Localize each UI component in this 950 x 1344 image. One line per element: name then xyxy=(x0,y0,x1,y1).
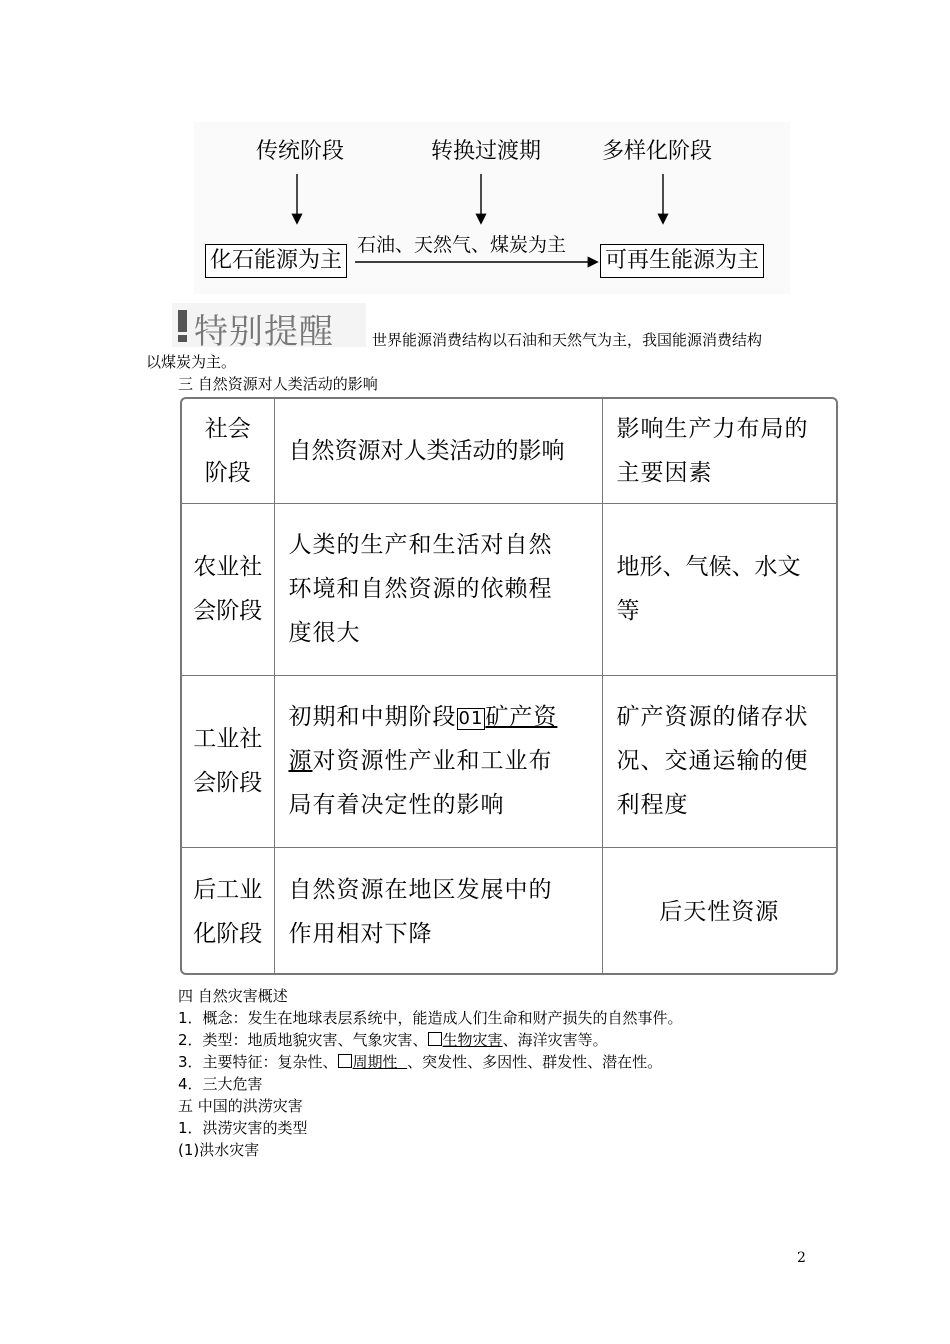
table-cell: 初期和中期阶段 01矿产资 源对资源性产业和工业布 局有着决定性的影响 xyxy=(274,675,602,847)
section5-sub1: (1)洪水灾害 xyxy=(178,1141,260,1159)
energy-structure-diagram xyxy=(194,122,790,294)
stage-transition: 转换过渡期 xyxy=(431,139,542,164)
fill-answer: 生物灾害 xyxy=(442,1031,503,1049)
section5-item1: 1．洪涝灾害的类型 xyxy=(178,1119,308,1137)
section4-item4: 4．三大危害 xyxy=(178,1075,263,1093)
stage-traditional: 传统阶段 xyxy=(256,139,345,164)
table-row xyxy=(182,503,836,675)
table-header-cell: 自然资源对人类活动的影响 xyxy=(274,399,602,503)
section4-item1: 1．概念：发生在地球表层系统中，能造成人们生命和财产损失的自然事件。 xyxy=(178,1009,683,1027)
box-renewable-energy: 可再生能源为主 xyxy=(600,244,764,278)
table-cell: 自然资源在地区发展中的 作用相对下降 xyxy=(274,847,602,975)
box-fossil-energy: 化石能源为主 xyxy=(205,244,347,278)
special-reminder-badge xyxy=(172,303,366,352)
section4-item3: 3．主要特征：复杂性、 周期性 、突发性、多因性、群发性、潜在性。 xyxy=(178,1053,663,1071)
reminder-text-line1: 世界能源消费结构以石油和天然气为主，我国能源消费结构 xyxy=(372,331,763,349)
fill-answer: 源 xyxy=(288,748,313,774)
exclamation-icon xyxy=(178,310,187,332)
table-cell: 后工业 化阶段 xyxy=(182,847,274,975)
blank-box-icon xyxy=(428,1032,442,1046)
table-header-row xyxy=(182,399,836,503)
table-cell: 后天性资源 xyxy=(602,847,836,975)
table-header-cell: 影响生产力布局的 主要因素 xyxy=(602,399,836,503)
reminder-title: 特别提醒 xyxy=(194,312,334,352)
fill-answer: 周期性 xyxy=(352,1053,398,1071)
table-cell: 地形、气候、水文等 xyxy=(602,503,836,675)
table-row xyxy=(182,675,836,847)
page-number: 2 xyxy=(797,1250,806,1266)
section4-heading: 四 自然灾害概述 xyxy=(178,987,288,1005)
resource-impact-table xyxy=(180,397,838,975)
table-cell: 工业社 会阶段 xyxy=(182,675,274,847)
answer-marker: 01 xyxy=(458,708,484,729)
section4-item2: 2．类型：地质地貌灾害、气象灾害、 生物灾害、海洋灾害等。 xyxy=(178,1031,608,1049)
transition-label: 石油、天然气、煤炭为主 xyxy=(357,234,567,256)
blank-box-icon xyxy=(338,1054,352,1068)
fill-answer: 矿产资 xyxy=(485,704,558,730)
section3-heading: 三 自然资源对人类活动的影响 xyxy=(178,375,378,393)
reminder-text-line2: 以煤炭为主。 xyxy=(146,353,237,371)
table-cell: 矿产资源的储存状 况、交通运输的便 利程度 xyxy=(602,675,836,847)
table-cell: 人类的生产和生活对自然 环境和自然资源的依赖程 度很大 xyxy=(274,503,602,675)
stage-diversified: 多样化阶段 xyxy=(602,139,713,164)
table-cell: 农业社 会阶段 xyxy=(182,503,274,675)
section5-heading: 五 中国的洪涝灾害 xyxy=(178,1097,303,1115)
table-row xyxy=(182,847,836,975)
table-header-cell: 社会 阶段 xyxy=(182,399,274,503)
